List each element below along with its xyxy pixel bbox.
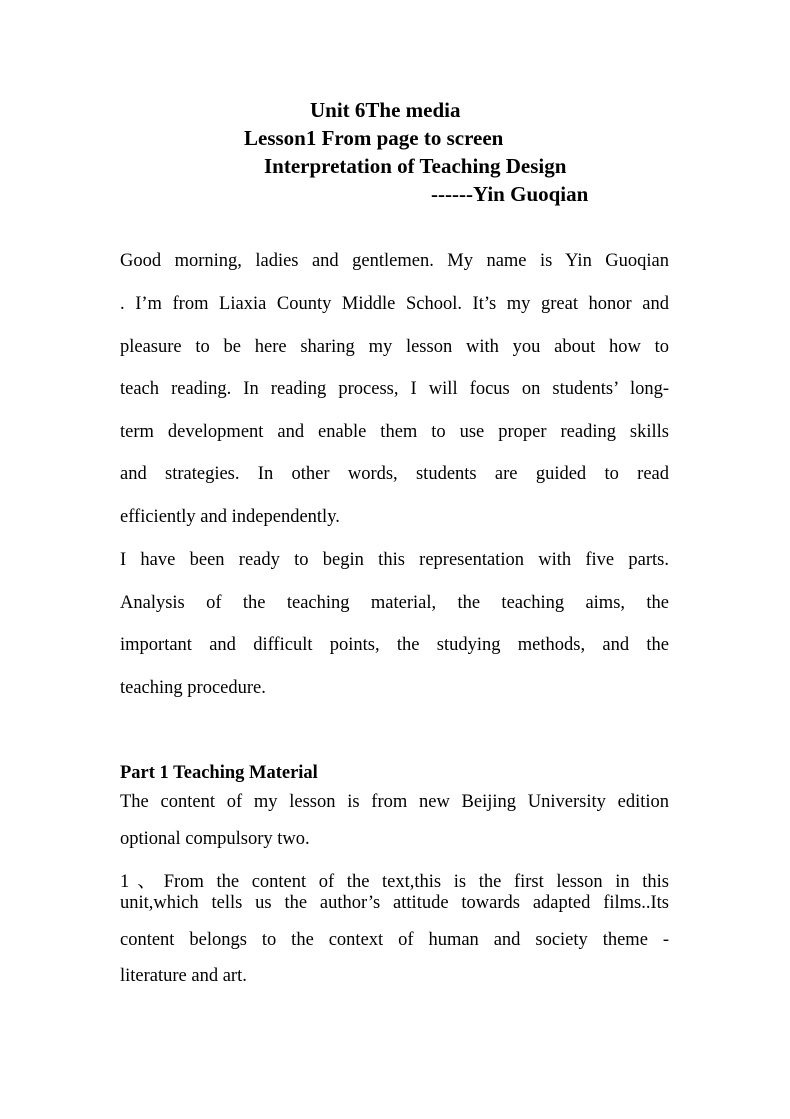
overview-line-1: I have been ready to begin this representation with five parts. — [120, 550, 669, 570]
part1-point1-line-4: literature and art. — [120, 966, 247, 986]
lesson-title: Lesson1 From page to screen — [244, 126, 504, 150]
subtitle: Interpretation of Teaching Design — [264, 154, 567, 178]
part1-content-line-1: The content of my lesson is from new Beijing University edition — [120, 792, 669, 812]
part1-point1-line-3: content belongs to the context of human and society theme - — [120, 930, 669, 950]
intro-line-5: term development and enable them to use proper reading skills — [120, 422, 669, 442]
author: ------Yin Guoqian — [431, 182, 589, 206]
part1-point1-line-1: 1、From the content of the text,this is the first lesson in this — [120, 872, 669, 892]
part1-heading: Part 1 Teaching Material — [120, 763, 318, 783]
part1-content-line-2: optional compulsory two. — [120, 829, 310, 849]
intro-line-3: pleasure to be here sharing my lesson with you about how to — [120, 337, 669, 357]
intro-line-2: . I’m from Liaxia County Middle School. It’s my great honor and — [120, 294, 669, 314]
unit-title: Unit 6The media — [310, 98, 461, 122]
overview-line-3: important and difficult points, the studying methods, and the — [120, 635, 669, 655]
intro-line-4: teach reading. In reading process, I will focus on students’ long- — [120, 379, 669, 399]
intro-line-7: efficiently and independently. — [120, 507, 340, 527]
overview-line-4: teaching procedure. — [120, 678, 266, 698]
intro-line-1: Good morning, ladies and gentlemen. My name is Yin Guoqian — [120, 251, 669, 271]
part1-point1-line-2: unit,which tells us the author’s attitude towards adapted films..Its — [120, 893, 669, 913]
overview-line-2: Analysis of the teaching material, the teaching aims, the — [120, 593, 669, 613]
intro-line-6: and strategies. In other words, students are guided to read — [120, 464, 669, 484]
